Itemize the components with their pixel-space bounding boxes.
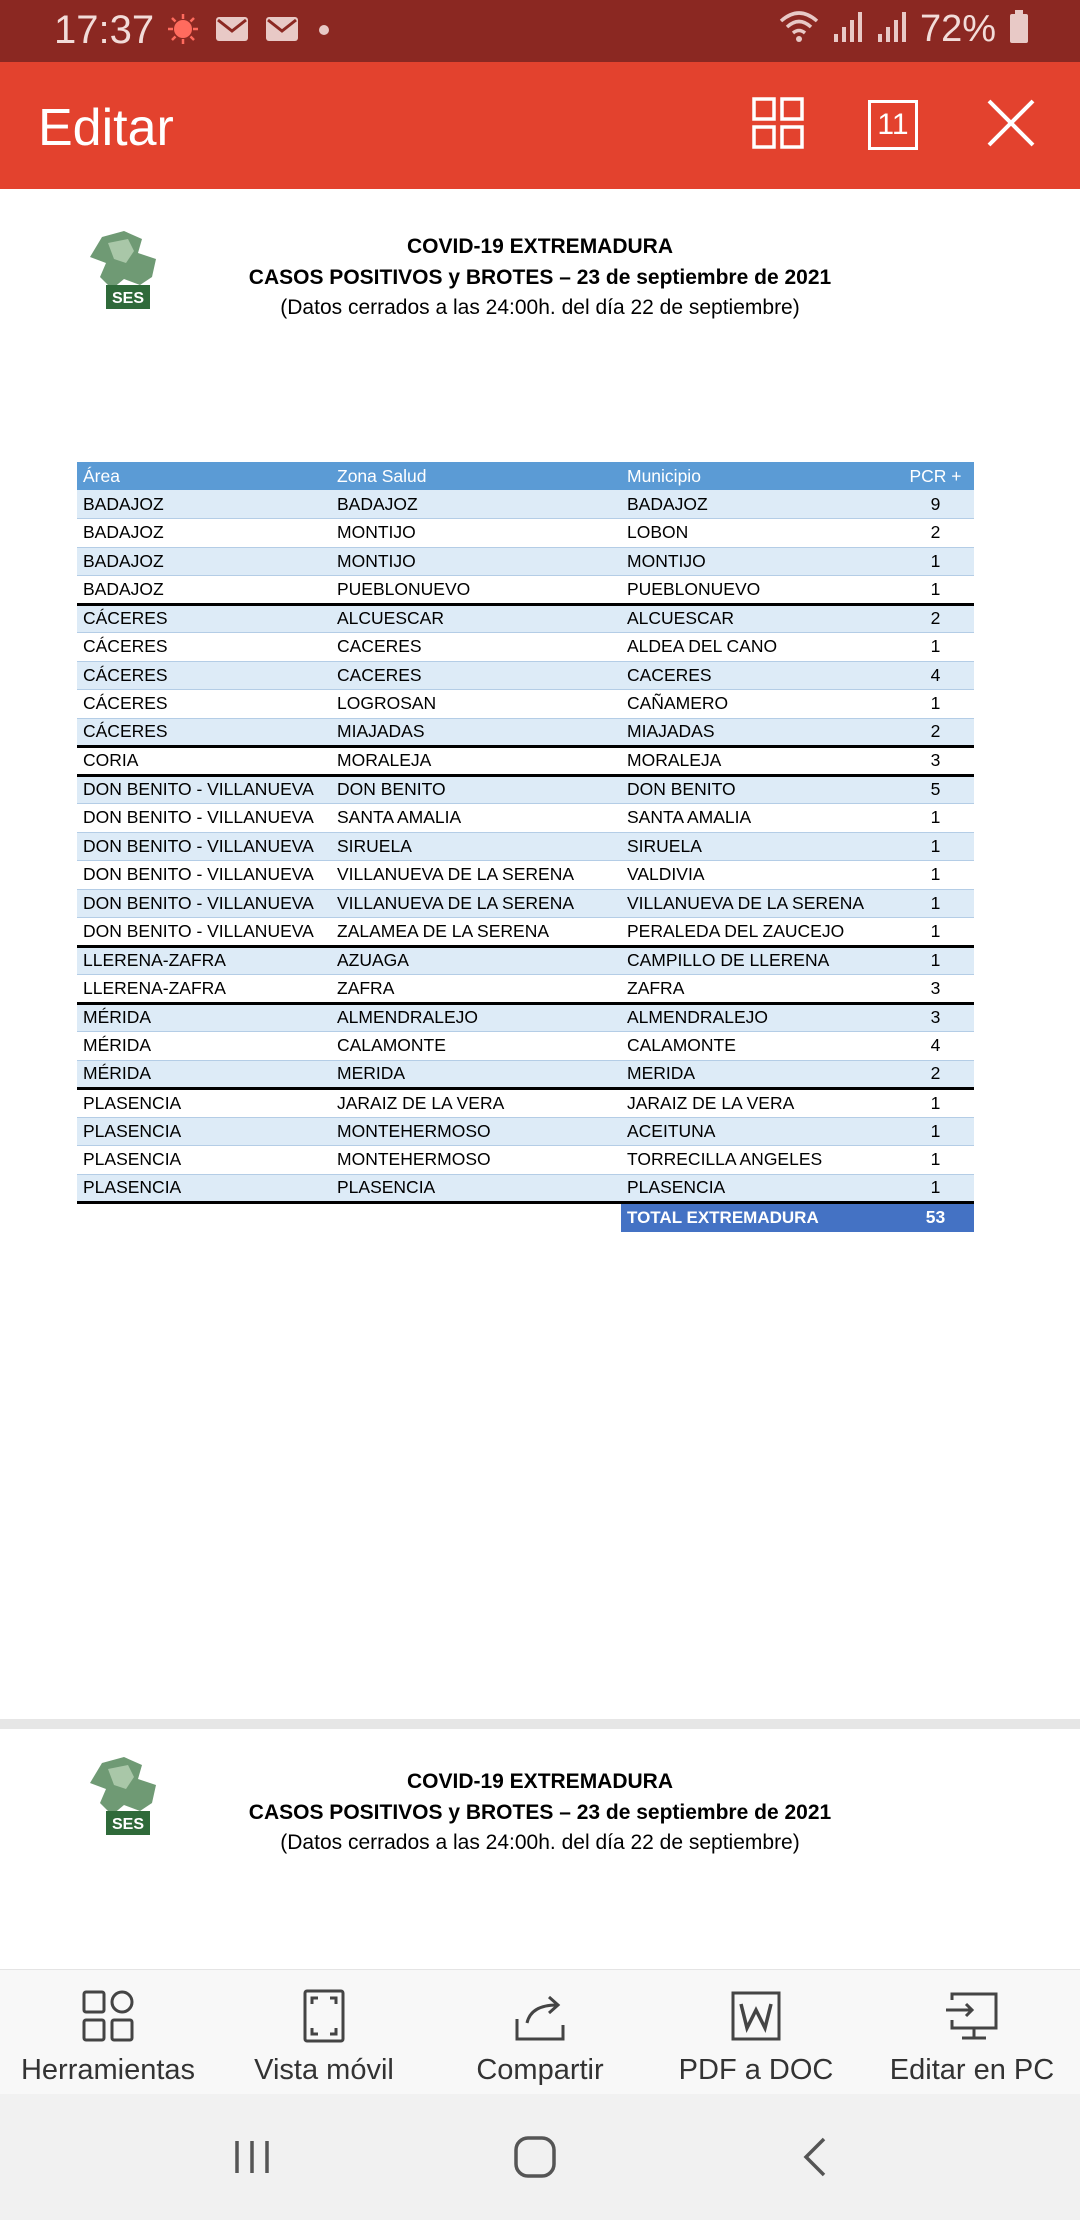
- signal-icon: [876, 10, 908, 49]
- cell-area: PLASENCIA: [77, 1089, 331, 1118]
- email-icon: [264, 13, 300, 50]
- cell-area: DON BENITO - VILLANUEVA: [77, 889, 331, 918]
- app-title: Editar: [38, 99, 174, 157]
- cell-zona-salud: SANTA AMALIA: [331, 804, 621, 833]
- cell-pcr: 2: [897, 718, 974, 747]
- cell-municipio: MERIDA: [621, 1060, 897, 1089]
- cell-municipio: SANTA AMALIA: [621, 804, 897, 833]
- pc-edit-icon: [944, 1988, 1000, 2044]
- cell-pcr: 1: [897, 946, 974, 975]
- document-title: COVID-19 EXTREMADURA: [406, 1770, 674, 1793]
- tools-grid-icon: [80, 1988, 136, 2044]
- pdf-to-doc-button[interactable]: [648, 1970, 864, 2094]
- table-row: [77, 490, 974, 519]
- close-icon: [986, 98, 1036, 153]
- status-bar: [0, 0, 1080, 62]
- battery-icon: [1008, 9, 1030, 50]
- pdf-to-doc-label: PDF a DOC: [678, 2054, 834, 2086]
- cell-pcr: 9: [897, 490, 974, 519]
- mobile-view-button[interactable]: [216, 1970, 432, 2094]
- cell-pcr: 1: [897, 918, 974, 947]
- document-note: (Datos cerrados a las 24:00h. del día 22 de septiembre): [280, 1831, 800, 1854]
- system-nav-bar: [0, 2094, 1080, 2220]
- cell-pcr: 1: [897, 861, 974, 890]
- cell-municipio: MONTIJO: [621, 547, 897, 576]
- cell-area: PLASENCIA: [77, 1174, 331, 1203]
- table-row: [77, 1003, 974, 1032]
- cell-area: DON BENITO - VILLANUEVA: [77, 804, 331, 833]
- recents-icon: [229, 2137, 275, 2182]
- cell-municipio: ALDEA DEL CANO: [621, 633, 897, 662]
- cell-municipio: JARAIZ DE LA VERA: [621, 1089, 897, 1118]
- cell-area: BADAJOZ: [77, 490, 331, 519]
- cell-pcr: 3: [897, 1003, 974, 1032]
- mobile-view-icon: [296, 1988, 352, 2044]
- table-header-row: [77, 462, 974, 490]
- cell-area: MÉRIDA: [77, 1060, 331, 1089]
- cell-pcr: 1: [897, 1117, 974, 1146]
- cell-municipio: ALMENDRALEJO: [621, 1003, 897, 1032]
- header-zona-salud: Zona Salud: [331, 462, 621, 490]
- cell-area: MÉRIDA: [77, 1032, 331, 1061]
- back-button[interactable]: [785, 2134, 845, 2184]
- cell-zona-salud: MIAJADAS: [331, 718, 621, 747]
- cell-pcr: 1: [897, 1146, 974, 1175]
- cell-pcr: 1: [897, 547, 974, 576]
- cell-pcr: 1: [897, 1174, 974, 1203]
- status-time: 17:37: [54, 8, 155, 52]
- cell-area: DON BENITO - VILLANUEVA: [77, 861, 331, 890]
- signal-icon: [832, 10, 864, 49]
- cell-municipio: SIRUELA: [621, 832, 897, 861]
- cell-municipio: CAMPILLO DE LLERENA: [621, 946, 897, 975]
- cell-pcr: 5: [897, 775, 974, 804]
- cell-municipio: PERALEDA DEL ZAUCEJO: [621, 918, 897, 947]
- table-row: [77, 775, 974, 804]
- grid-icon: [751, 96, 805, 155]
- page-separator: [0, 1719, 1080, 1729]
- cell-zona-salud: CACERES: [331, 633, 621, 662]
- cell-zona-salud: MONTIJO: [331, 547, 621, 576]
- cell-area: CORIA: [77, 747, 331, 776]
- logo-text: SES: [111, 1816, 145, 1833]
- cell-municipio: ALCUESCAR: [621, 604, 897, 633]
- status-right: [778, 8, 1030, 51]
- table-row: [77, 633, 974, 662]
- tools-label: Herramientas: [20, 2054, 196, 2086]
- cell-municipio: CAÑAMERO: [621, 690, 897, 719]
- table-row: [77, 1032, 974, 1061]
- table-row: [77, 1089, 974, 1118]
- table-row: [77, 661, 974, 690]
- table-body: [77, 490, 974, 1203]
- share-label: Compartir: [476, 2054, 604, 2086]
- cell-zona-salud: MONTEHERMOSO: [331, 1146, 621, 1175]
- cell-area: MÉRIDA: [77, 1003, 331, 1032]
- share-icon: [512, 1988, 568, 2044]
- document-viewer[interactable]: [0, 189, 1080, 1969]
- cell-municipio: BADAJOZ: [621, 490, 897, 519]
- table-row: [77, 519, 974, 548]
- battery-percent: 72%: [919, 8, 996, 50]
- header-area: Área: [77, 462, 331, 490]
- cell-area: BADAJOZ: [77, 519, 331, 548]
- cell-zona-salud: MORALEJA: [331, 747, 621, 776]
- table-row: [77, 918, 974, 947]
- cell-municipio: VALDIVIA: [621, 861, 897, 890]
- cell-zona-salud: PLASENCIA: [331, 1174, 621, 1203]
- back-icon: [800, 2135, 830, 2184]
- home-button[interactable]: [505, 2134, 565, 2184]
- total-row: [77, 1203, 974, 1232]
- cell-municipio: PLASENCIA: [621, 1174, 897, 1203]
- table-row: [77, 1117, 974, 1146]
- document-header: [0, 1766, 1080, 1857]
- cell-zona-salud: MONTIJO: [331, 519, 621, 548]
- cell-zona-salud: MERIDA: [331, 1060, 621, 1089]
- page-count-button[interactable]: [860, 92, 926, 158]
- cell-area: LLERENA-ZAFRA: [77, 975, 331, 1004]
- cell-pcr: 1: [897, 690, 974, 719]
- document-subtitle: CASOS POSITIVOS y BROTES – 23 de septiembre de 2021: [248, 1801, 832, 1824]
- table-row: [77, 889, 974, 918]
- home-icon: [512, 2134, 558, 2185]
- notification-icons: [166, 12, 334, 51]
- cell-area: PLASENCIA: [77, 1146, 331, 1175]
- cell-municipio: MIAJADAS: [621, 718, 897, 747]
- document-page-1: [0, 189, 1080, 1719]
- mobile-view-label: Vista móvil: [254, 2054, 394, 2086]
- document-subtitle: CASOS POSITIVOS y BROTES – 23 de septiembre de 2021: [248, 266, 832, 289]
- cell-area: CÁCERES: [77, 718, 331, 747]
- table-row: [77, 832, 974, 861]
- header-pcr: PCR +: [897, 462, 974, 490]
- table-row: [77, 975, 974, 1004]
- cell-area: BADAJOZ: [77, 547, 331, 576]
- cell-municipio: TORRECILLA ANGELES: [621, 1146, 897, 1175]
- share-button[interactable]: [432, 1970, 648, 2094]
- table-row: [77, 946, 974, 975]
- dot-icon: [314, 13, 334, 50]
- cell-municipio: LOBON: [621, 519, 897, 548]
- cell-zona-salud: VILLANUEVA DE LA SERENA: [331, 889, 621, 918]
- cell-pcr: 1: [897, 1089, 974, 1118]
- close-button[interactable]: [978, 92, 1044, 158]
- cell-zona-salud: JARAIZ DE LA VERA: [331, 1089, 621, 1118]
- document-header: [0, 231, 1080, 322]
- document-note: (Datos cerrados a las 24:00h. del día 22 de septiembre): [280, 296, 800, 319]
- table-row: [77, 747, 974, 776]
- word-doc-icon: [728, 1988, 784, 2044]
- cell-municipio: MORALEJA: [621, 747, 897, 776]
- cell-pcr: 1: [897, 889, 974, 918]
- recents-button[interactable]: [222, 2134, 282, 2184]
- cell-area: CÁCERES: [77, 661, 331, 690]
- cell-municipio: CACERES: [621, 661, 897, 690]
- table-row: [77, 1146, 974, 1175]
- cell-municipio: ZAFRA: [621, 975, 897, 1004]
- thumbnails-button[interactable]: [745, 92, 811, 158]
- cell-zona-salud: AZUAGA: [331, 946, 621, 975]
- document-title: COVID-19 EXTREMADURA: [406, 235, 674, 258]
- cell-zona-salud: PUEBLONUEVO: [331, 576, 621, 605]
- cell-pcr: 1: [897, 633, 974, 662]
- cell-municipio: ACEITUNA: [621, 1117, 897, 1146]
- cell-municipio: DON BENITO: [621, 775, 897, 804]
- cell-area: DON BENITO - VILLANUEVA: [77, 775, 331, 804]
- cell-zona-salud: ALCUESCAR: [331, 604, 621, 633]
- cell-municipio: CALAMONTE: [621, 1032, 897, 1061]
- table-row: [77, 690, 974, 719]
- cell-area: CÁCERES: [77, 633, 331, 662]
- empty-cell: [331, 1203, 621, 1232]
- cell-pcr: 4: [897, 1032, 974, 1061]
- cell-pcr: 2: [897, 519, 974, 548]
- header-municipio: Municipio: [621, 462, 897, 490]
- cell-area: LLERENA-ZAFRA: [77, 946, 331, 975]
- cell-zona-salud: ALMENDRALEJO: [331, 1003, 621, 1032]
- cases-table: [77, 462, 974, 1232]
- cell-area: DON BENITO - VILLANUEVA: [77, 918, 331, 947]
- logo-text: SES: [111, 290, 145, 307]
- table-row: [77, 861, 974, 890]
- cell-zona-salud: MONTEHERMOSO: [331, 1117, 621, 1146]
- email-icon: [214, 13, 250, 50]
- app-bar: [0, 62, 1080, 189]
- document-page-2: [0, 1729, 1080, 1969]
- cell-municipio: PUEBLONUEVO: [621, 576, 897, 605]
- cell-zona-salud: VILLANUEVA DE LA SERENA: [331, 861, 621, 890]
- total-value: 53: [897, 1203, 974, 1232]
- cell-pcr: 1: [897, 804, 974, 833]
- cell-pcr: 1: [897, 832, 974, 861]
- cell-zona-salud: LOGROSAN: [331, 690, 621, 719]
- table-row: [77, 1174, 974, 1203]
- cell-pcr: 2: [897, 1060, 974, 1089]
- cell-zona-salud: SIRUELA: [331, 832, 621, 861]
- wifi-icon: [778, 9, 820, 50]
- edit-on-pc-label: Editar en PC: [889, 2054, 1055, 2086]
- cell-zona-salud: DON BENITO: [331, 775, 621, 804]
- cell-pcr: 3: [897, 975, 974, 1004]
- tools-button[interactable]: [0, 1970, 216, 2094]
- cell-pcr: 1: [897, 576, 974, 605]
- cell-area: BADAJOZ: [77, 576, 331, 605]
- total-label: TOTAL EXTREMADURA: [621, 1203, 897, 1232]
- cell-zona-salud: ZAFRA: [331, 975, 621, 1004]
- table-row: [77, 1060, 974, 1089]
- empty-cell: [77, 1203, 331, 1232]
- cell-zona-salud: BADAJOZ: [331, 490, 621, 519]
- table-row: [77, 804, 974, 833]
- cell-pcr: 4: [897, 661, 974, 690]
- cell-area: CÁCERES: [77, 690, 331, 719]
- table-row: [77, 604, 974, 633]
- cell-pcr: 2: [897, 604, 974, 633]
- cell-pcr: 3: [897, 747, 974, 776]
- cell-municipio: VILLANUEVA DE LA SERENA: [621, 889, 897, 918]
- cell-area: DON BENITO - VILLANUEVA: [77, 832, 331, 861]
- edit-on-pc-button[interactable]: [864, 1970, 1080, 2094]
- table-row: [77, 718, 974, 747]
- page-count: 11: [868, 100, 918, 150]
- cell-zona-salud: ZALAMEA DE LA SERENA: [331, 918, 621, 947]
- bottom-toolbar: [0, 1969, 1080, 2094]
- notification-dot-icon: [166, 12, 200, 51]
- cell-area: PLASENCIA: [77, 1117, 331, 1146]
- cell-zona-salud: CALAMONTE: [331, 1032, 621, 1061]
- cell-area: CÁCERES: [77, 604, 331, 633]
- table-row: [77, 576, 974, 605]
- cell-zona-salud: CACERES: [331, 661, 621, 690]
- table-row: [77, 547, 974, 576]
